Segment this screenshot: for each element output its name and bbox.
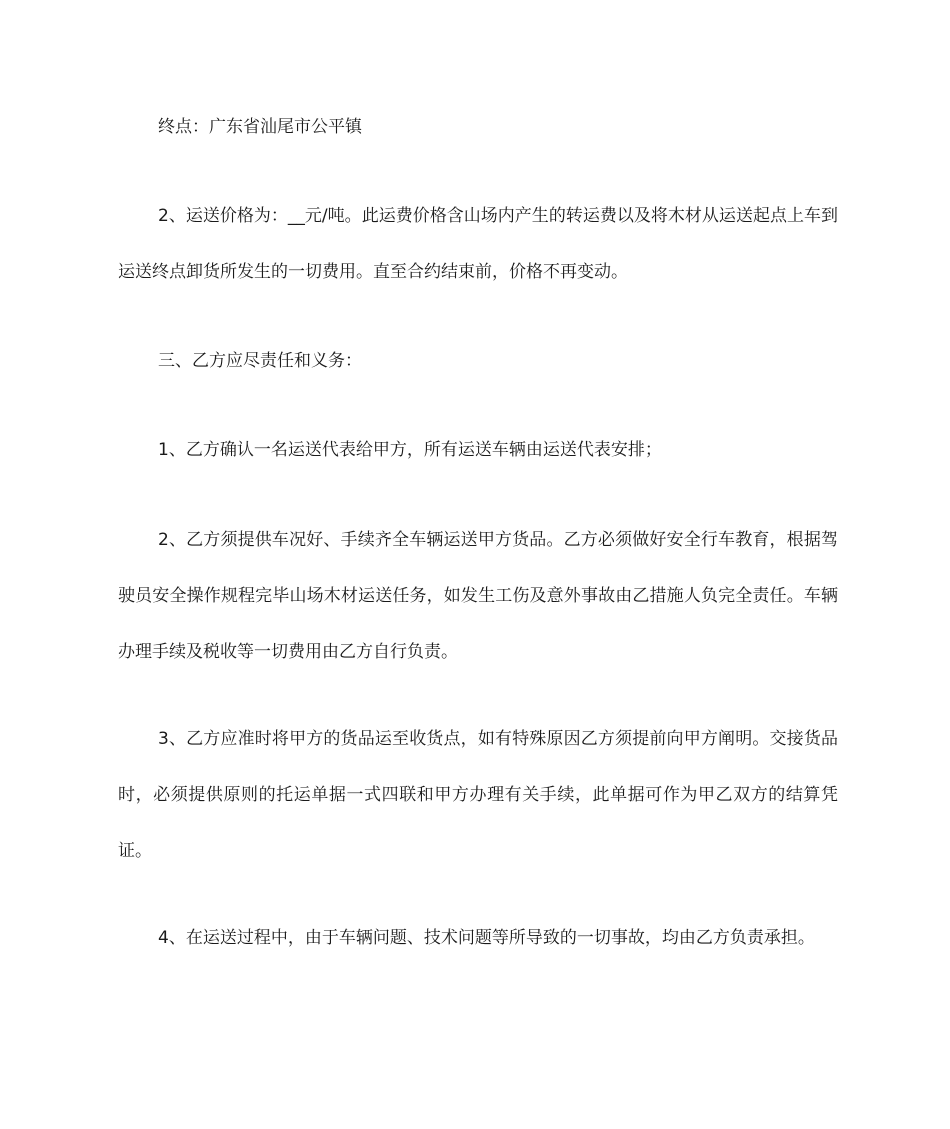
clause-price: 2、运送价格为：__元/吨。此运费价格含山场内产生的转运费以及将木材从运送起点上车到运送终点卸货所发生的一切费用。直至合约结束前，价格不再变动。: [118, 206, 838, 282]
clause-accident-liability: 4、在运送过程中，由于车辆问题、技术问题等所导致的一切事故，均由乙方负责承担。: [158, 928, 815, 948]
clause-vehicle-safety: 2、乙方须提供车况好、手续齐全车辆运送甲方货品。乙方必须做好安全行车教育，根据驾驶员安全操作规程完毕山场木材运送任务，如发生工伤及意外事故由乙措施人负完全责任。车辆办理手续及税收等一切费用由乙方自行负责。: [118, 530, 838, 662]
section-heading-party-b-duties: 三、乙方应尽责任和义务：: [158, 351, 362, 371]
destination-line: 终点：广东省汕尾市公平镇: [158, 117, 362, 137]
clause-delivery: 3、乙方应准时将甲方的货品运至收货点，如有特殊原因乙方须提前向甲方阐明。交接货品时，必须提供原则的托运单据一式四联和甲方办理有关手续，此单据可作为甲乙双方的结算凭证。: [118, 729, 838, 861]
clause-representative: 1、乙方确认一名运送代表给甲方，所有运送车辆由运送代表安排；: [158, 440, 662, 460]
